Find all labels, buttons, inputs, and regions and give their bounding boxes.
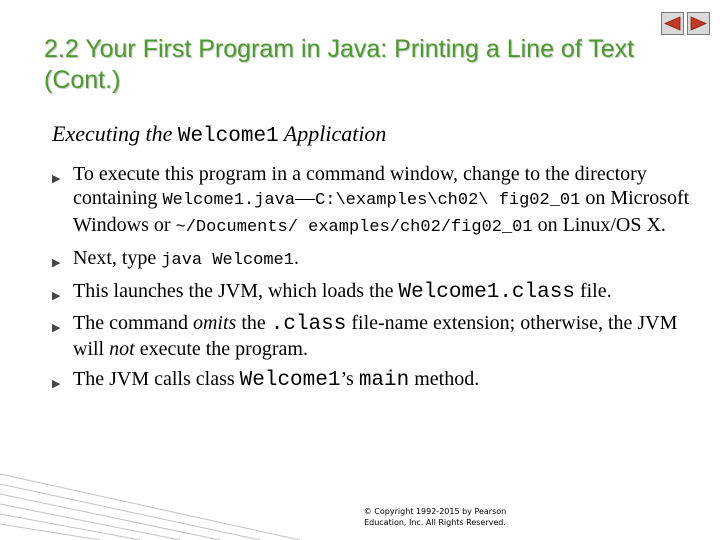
inline-code: main — [358, 369, 410, 392]
bullet-icon: ▶ — [52, 289, 61, 302]
bullet-text: on Linux/OS X. — [532, 214, 666, 236]
bullet-text: file-name extension; otherwise, the JVM will — [73, 312, 678, 360]
inline-code: Welcome1.class — [398, 281, 575, 304]
section-heading — [52, 121, 386, 148]
slide-title: 2.2 Your First Program in Java: Printing a Line of Text (Cont.) — [44, 35, 635, 94]
bullet-icon: ▶ — [52, 377, 61, 390]
section-heading-text-end: Application — [278, 121, 387, 146]
bullet-icon: ▶ — [52, 172, 61, 185]
bullet-list — [52, 162, 692, 399]
next-slide-button[interactable] — [687, 12, 710, 35]
bullet-text: Next, type — [73, 247, 162, 269]
bullet-text: . — [293, 247, 299, 269]
inline-code: C:\examples\ch02\ fig02_01 — [315, 191, 581, 210]
triangle-left-icon — [664, 16, 681, 31]
inline-code: .class — [270, 313, 347, 336]
bullet-text: execute the program. — [134, 338, 308, 360]
emphasis-text: omits — [192, 312, 237, 334]
inline-code: java Welcome1 — [161, 251, 294, 270]
inline-code: Welcome1 — [239, 369, 341, 392]
copyright-line: Education, Inc. All Rights Reserved. — [364, 518, 506, 527]
list-item — [52, 246, 692, 273]
list-item — [52, 367, 692, 393]
bullet-text: ’s — [340, 368, 359, 390]
bullet-text: file. — [574, 280, 612, 302]
bullet-text: This launches the JVM, which loads the — [73, 280, 399, 302]
bullet-text: method. — [409, 368, 480, 390]
emphasis-text: not — [109, 338, 135, 360]
bullet-icon: ▶ — [52, 321, 61, 334]
previous-slide-button[interactable] — [661, 12, 684, 35]
list-item — [52, 162, 692, 240]
bullet-text: on Microsoft Windows or — [73, 187, 690, 236]
bullet-text: The command — [73, 312, 193, 334]
bullet-text: The JVM calls class — [73, 368, 240, 390]
bullet-text: — — [295, 187, 316, 209]
list-item — [52, 279, 692, 305]
section-heading-text: Executing the — [52, 121, 178, 146]
triangle-right-icon — [690, 16, 707, 31]
bullet-text: To execute this program in a command window, change to the directory containing — [73, 163, 647, 209]
list-item — [52, 311, 692, 361]
copyright-footer — [330, 506, 540, 528]
inline-code: Welcome1.java — [162, 191, 296, 210]
inline-code: ~/Documents/ examples/ch02/fig02_01 — [175, 218, 533, 237]
bullet-text: the — [236, 312, 271, 334]
slide-navigation — [661, 12, 710, 35]
section-heading-code: Welcome1 — [177, 125, 279, 148]
corner-decoration — [0, 450, 320, 540]
copyright-line: © Copyright 1992-2015 by Pearson — [363, 507, 507, 516]
bullet-icon: ▶ — [52, 256, 61, 269]
